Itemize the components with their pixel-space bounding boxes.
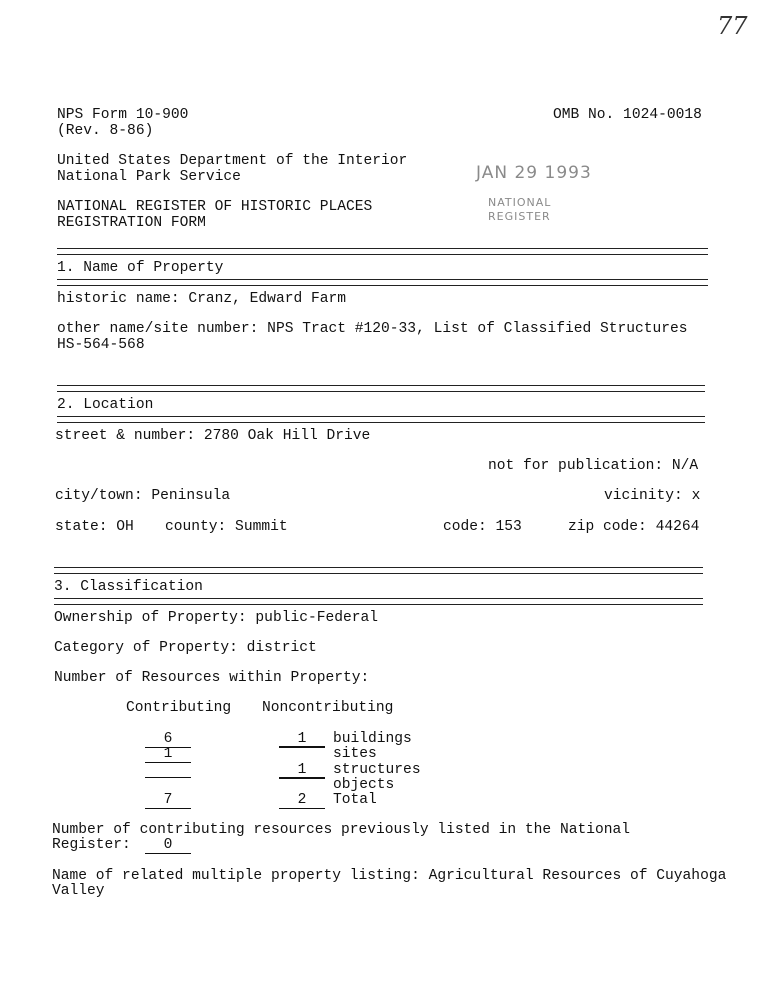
- noncontributing-count: [279, 777, 325, 778]
- multiple-property-line-1: Name of related multiple property listing: Agricultural Resources of Cuyahoga: [52, 868, 727, 884]
- section-divider: [57, 385, 705, 392]
- noncontributing-count: 2: [279, 792, 325, 809]
- section-1-heading: 1. Name of Property: [57, 260, 224, 276]
- form-revision: (Rev. 8-86): [57, 123, 154, 139]
- noncontributing-count: 1: [279, 762, 325, 779]
- not-for-publication: not for publication: N/A: [488, 458, 699, 474]
- department-name: United States Department of the Interior: [57, 153, 408, 169]
- resource-type-label: Total: [333, 792, 377, 808]
- section-divider: [57, 248, 708, 255]
- form-title: REGISTRATION FORM: [57, 215, 206, 231]
- contributing-column-header: Contributing: [126, 700, 232, 716]
- previously-listed-line-1: Number of contributing resources previously listed in the National: [52, 822, 631, 838]
- section-divider: [57, 416, 705, 423]
- form-name: NPS Form 10-900: [57, 107, 189, 123]
- previously-listed-label: Register:: [52, 837, 131, 853]
- contributing-count: 6: [145, 731, 191, 748]
- noncontributing-count: 1: [279, 731, 325, 748]
- resource-type-label: objects: [333, 777, 395, 793]
- handwritten-page-number: 77: [717, 12, 748, 40]
- county-code: code: 153: [443, 519, 522, 535]
- section-divider: [57, 279, 708, 286]
- register-title: NATIONAL REGISTER OF HISTORIC PLACES: [57, 199, 373, 215]
- resources-label: Number of Resources within Property:: [54, 670, 370, 686]
- stamp-line-register: REGISTER: [488, 210, 551, 223]
- contributing-count: [145, 762, 191, 763]
- city-town: city/town: Peninsula: [55, 488, 231, 504]
- multiple-property-line-2: Valley: [52, 883, 105, 899]
- ownership: Ownership of Property: public-Federal: [54, 610, 379, 626]
- resource-type-label: buildings: [333, 731, 412, 747]
- other-name-line-1: other name/site number: NPS Tract #120-33, List of Classified Structures: [57, 321, 688, 337]
- section-divider: [54, 598, 703, 605]
- noncontributing-column-header: Noncontributing: [262, 700, 394, 716]
- contributing-count: 1: [145, 746, 191, 763]
- zip-code: zip code: 44264: [568, 519, 700, 535]
- other-name-line-2: HS-564-568: [57, 337, 145, 353]
- section-divider: [54, 567, 703, 574]
- county: county: Summit: [165, 519, 288, 535]
- contributing-count: [145, 777, 191, 778]
- historic-name: historic name: Cranz, Edward Farm: [57, 291, 347, 307]
- contributing-count: 7: [145, 792, 191, 809]
- service-name: National Park Service: [57, 169, 241, 185]
- stamp-line-national: NATIONAL: [488, 196, 552, 209]
- section-2-heading: 2. Location: [57, 397, 154, 413]
- resource-type-label: sites: [333, 746, 377, 762]
- state: state: OH: [55, 519, 134, 535]
- street-address: street & number: 2780 Oak Hill Drive: [55, 428, 371, 444]
- vicinity: vicinity: x: [604, 488, 701, 504]
- noncontributing-count: [279, 746, 325, 747]
- section-3-heading: 3. Classification: [54, 579, 203, 595]
- resource-type-label: structures: [333, 762, 421, 778]
- omb-number: OMB No. 1024-0018: [553, 107, 702, 123]
- previously-listed-count: 0: [145, 837, 191, 854]
- category: Category of Property: district: [54, 640, 317, 656]
- received-date-stamp: JAN 29 1993: [476, 163, 592, 183]
